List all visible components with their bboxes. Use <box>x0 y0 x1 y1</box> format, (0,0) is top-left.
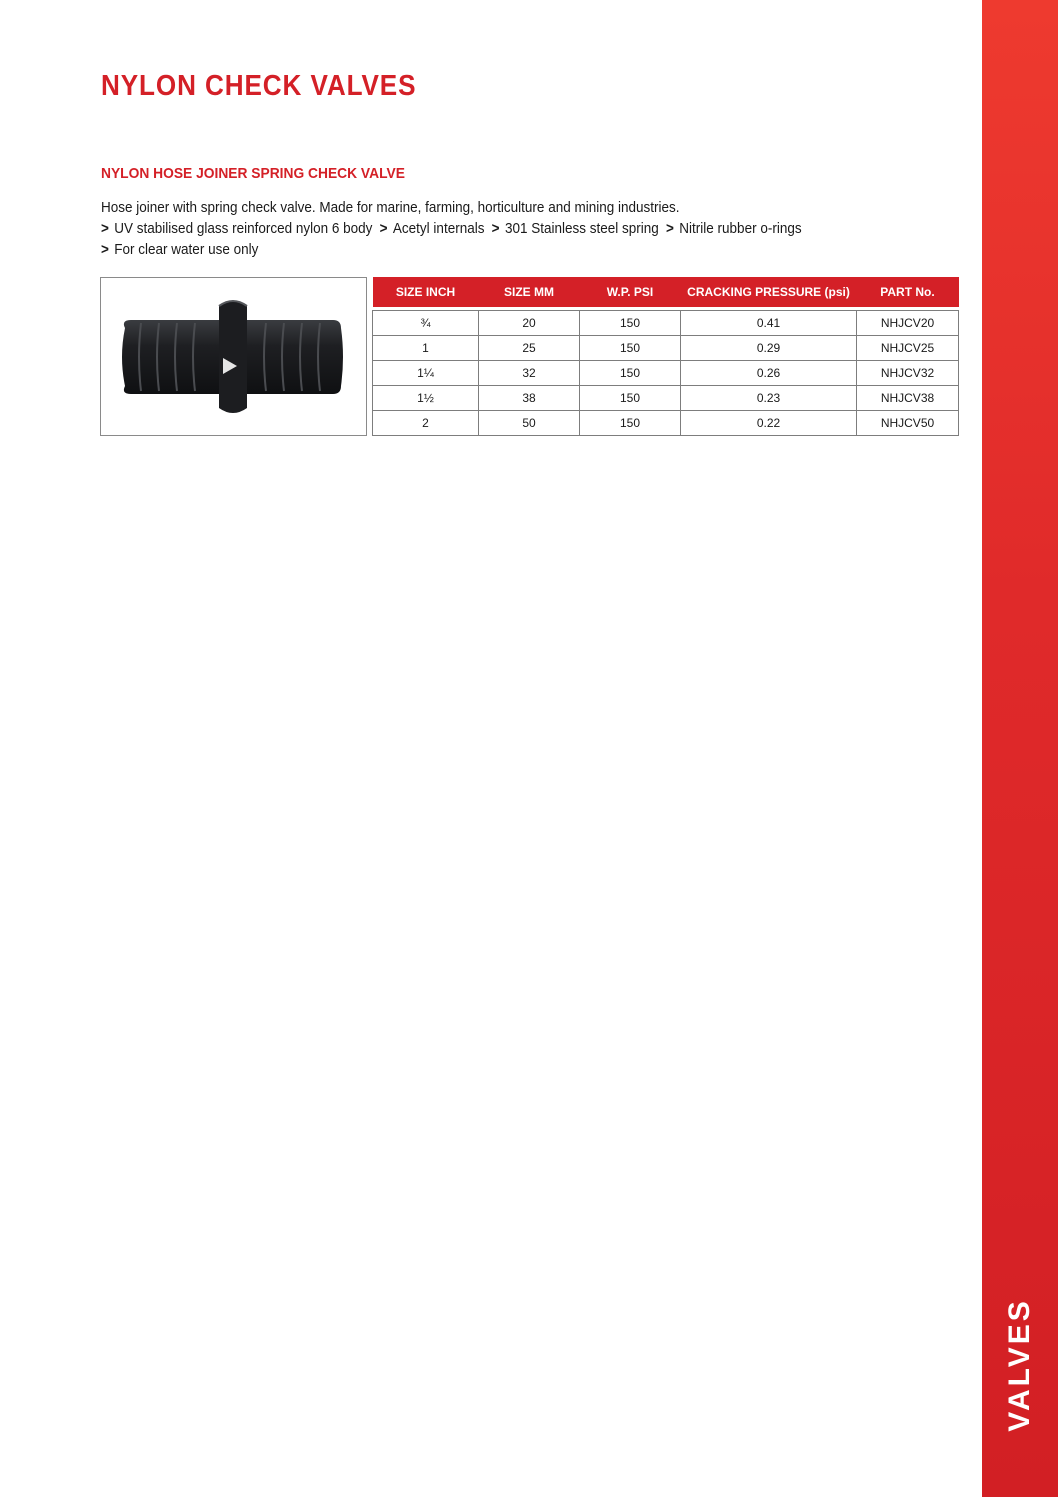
feature-item: Nitrile rubber o-rings <box>679 220 802 237</box>
cell-size-mm: 25 <box>479 336 580 361</box>
cell-part-no: NHJCV38 <box>857 386 959 411</box>
product-title: NYLON HOSE JOINER SPRING CHECK VALVE <box>101 165 405 182</box>
bullet-chevron: > <box>101 220 109 237</box>
table-row <box>373 361 959 386</box>
usage-note: For clear water use only <box>114 241 259 258</box>
table-row <box>373 386 959 411</box>
cell-cracking-pressure: 0.29 <box>681 336 857 361</box>
hose-joiner-check-valve-image <box>101 278 366 435</box>
cell-wp-psi: 150 <box>580 386 681 411</box>
cell-cracking-pressure: 0.22 <box>681 411 857 436</box>
table-row <box>373 311 959 336</box>
cell-size-mm: 38 <box>479 386 580 411</box>
cell-wp-psi: 150 <box>580 411 681 436</box>
cell-wp-psi: 150 <box>580 361 681 386</box>
feature-line <box>101 218 875 239</box>
bullet-chevron: > <box>666 220 674 237</box>
bullet-chevron: > <box>379 220 388 237</box>
column-header-size-mm: SIZE MM <box>479 277 580 307</box>
cell-size-inch: 1¼ <box>373 361 479 386</box>
cell-size-inch: ¾ <box>373 311 479 336</box>
product-description: Hose joiner with spring check valve. Made for marine, farming, horticulture and mining industries. <box>101 199 680 216</box>
table-row <box>373 336 959 361</box>
cell-size-mm: 20 <box>479 311 580 336</box>
column-header-wp-psi: W.P. PSI <box>580 277 681 307</box>
cell-part-no: NHJCV32 <box>857 361 959 386</box>
cell-part-no: NHJCV50 <box>857 411 959 436</box>
cell-part-no: NHJCV20 <box>857 311 959 336</box>
side-tab-label: VALVES <box>1003 1298 1036 1432</box>
cell-wp-psi: 150 <box>580 336 681 361</box>
feature-item: Acetyl internals <box>392 220 485 237</box>
column-header-cracking-pressure: CRACKING PRESSURE (psi) <box>681 277 857 307</box>
table-row <box>373 411 959 436</box>
feature-item: UV stabilised glass reinforced nylon 6 body <box>114 220 373 237</box>
cell-size-inch: 1½ <box>373 386 479 411</box>
product-description-block <box>101 197 961 260</box>
cell-size-inch: 2 <box>373 411 479 436</box>
cell-size-inch: 1 <box>373 336 479 361</box>
page-title: NYLON CHECK VALVES <box>101 70 417 102</box>
cell-cracking-pressure: 0.41 <box>681 311 857 336</box>
cell-size-mm: 32 <box>479 361 580 386</box>
feature-item: 301 Stainless steel spring <box>504 220 659 237</box>
cell-wp-psi: 150 <box>580 311 681 336</box>
column-header-part-no: PART No. <box>857 277 959 307</box>
note-line <box>101 239 875 260</box>
cell-part-no: NHJCV25 <box>857 336 959 361</box>
product-image-frame <box>100 277 367 436</box>
bullet-chevron: > <box>491 220 500 237</box>
cell-cracking-pressure: 0.26 <box>681 361 857 386</box>
bullet-chevron: > <box>101 241 109 258</box>
cell-cracking-pressure: 0.23 <box>681 386 857 411</box>
side-tab <box>982 0 1058 1497</box>
column-header-size-inch: SIZE INCH <box>373 277 479 307</box>
table-header-row <box>373 277 959 307</box>
cell-size-mm: 50 <box>479 411 580 436</box>
spec-table <box>372 277 959 436</box>
